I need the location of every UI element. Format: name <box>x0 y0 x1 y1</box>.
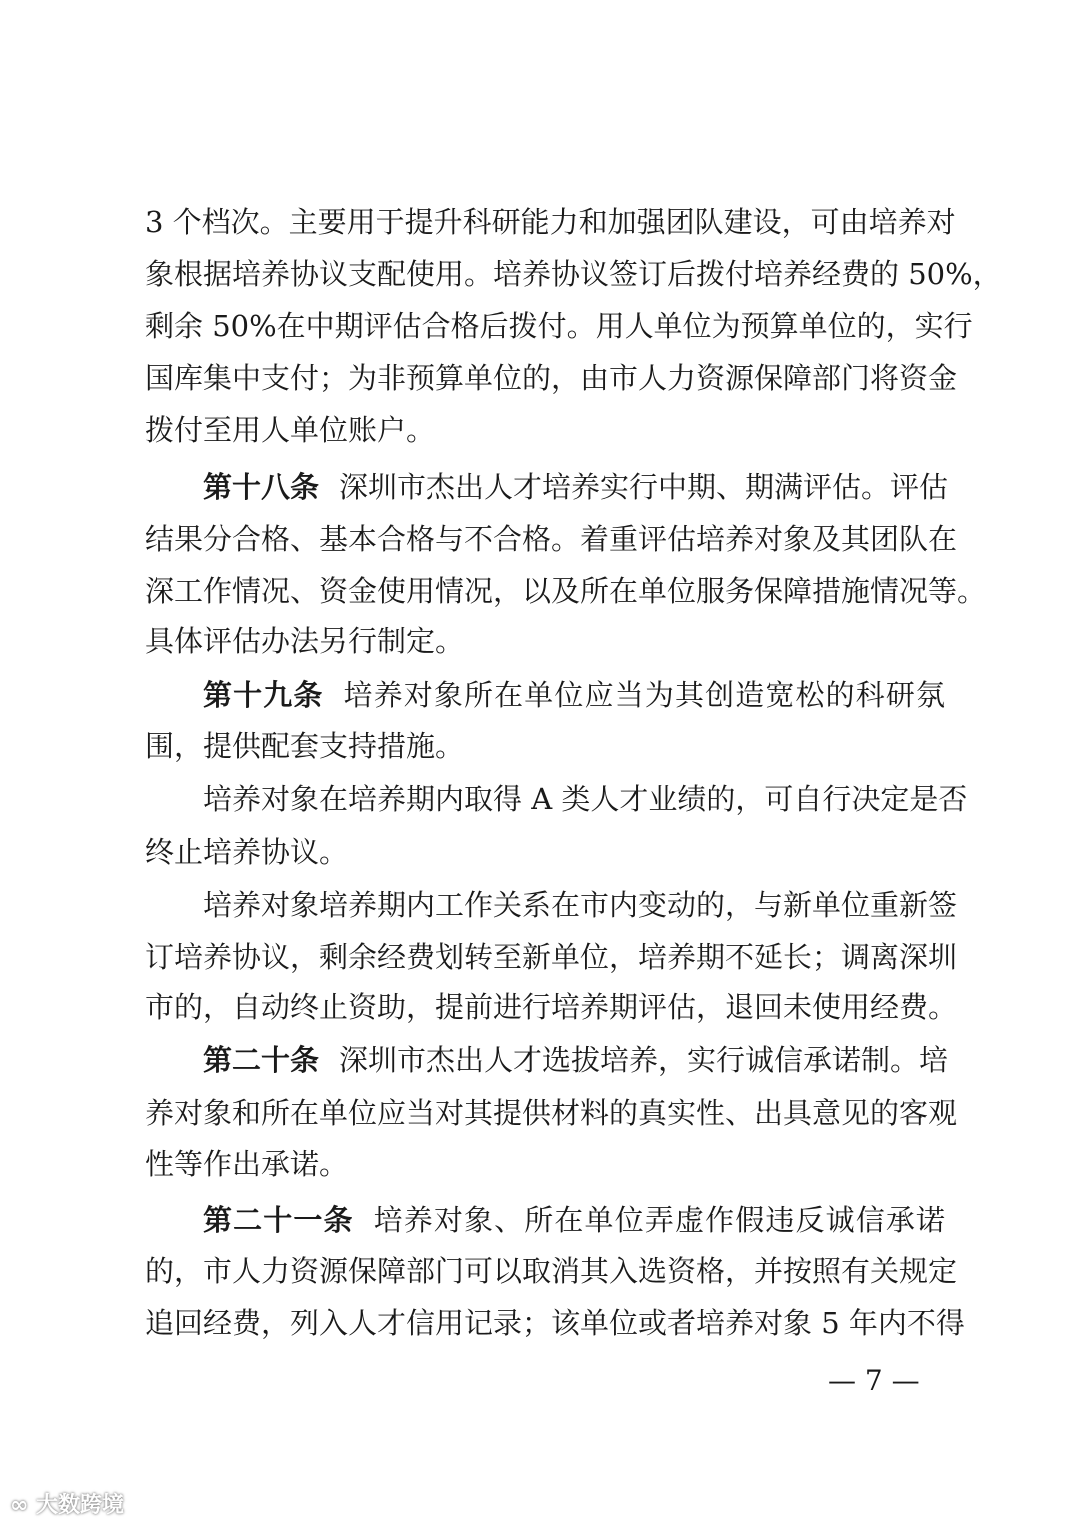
text-line: 的，市人力资源保障部门可以取消其入选资格，并按照有关规定 <box>145 1254 958 1288</box>
text-span: 培养对象所在单位应当为其创造宽松的科研氛 <box>343 678 945 712</box>
article-heading: 第十九条 <box>203 678 324 712</box>
text-line: 拨付至用人单位账户。 <box>145 413 436 447</box>
article-20-line <box>203 1040 949 1080</box>
text-line: 终止培养协议。 <box>145 835 349 869</box>
text-line: 结果分合格、基本合格与不合格。着重评估培养对象及其团队在 <box>145 522 958 556</box>
article-19-line <box>203 675 945 715</box>
article-heading: 第二十一条 <box>203 1203 354 1237</box>
watermark-logo <box>10 1488 124 1519</box>
article-21-line <box>203 1200 945 1240</box>
text-line: 深工作情况、资金使用情况，以及所在单位服务保障措施情况等。 <box>145 574 987 608</box>
article-heading: 第二十条 <box>203 1043 320 1077</box>
text-line: 围，提供配套支持措施。 <box>145 729 465 763</box>
text-line: 具体评估办法另行制定。 <box>145 624 465 658</box>
text-line: 培养对象在培养期内取得 A 类人才业绩的，可自行决定是否 <box>203 782 968 816</box>
text-line: 剩余 50%在中期评估合格后拨付。用人单位为预算单位的，实行 <box>145 309 973 343</box>
text-line: 培养对象培养期内工作关系在市内变动的，与新单位重新签 <box>203 888 958 922</box>
text-line: 3 个档次。主要用于提升科研能力和加强团队建设，可由培养对 <box>145 205 956 239</box>
text-line: 性等作出承诺。 <box>145 1147 349 1181</box>
logo-text: 大数跨境 <box>36 1493 125 1518</box>
text-line: 订培养协议，剩余经费划转至新单位，培养期不延长；调离深圳 <box>145 940 958 974</box>
text-line: 象根据培养协议支配使用。培养协议签订后拨付培养经费的 50%， <box>145 257 1002 291</box>
text-span: 深圳市杰出人才选拔培养，实行诚信承诺制。培 <box>339 1043 949 1077</box>
text-line: 国库集中支付；为非预算单位的，由市人力资源保障部门将资金 <box>145 361 958 395</box>
article-18-line <box>203 467 949 507</box>
text-span: 深圳市杰出人才培养实行中期、期满评估。评估 <box>339 470 949 504</box>
article-heading: 第十八条 <box>203 470 320 504</box>
text-line: 追回经费，列入人才信用记录；该单位或者培养对象 5 年内不得 <box>145 1306 965 1340</box>
text-span: 培养对象、所在单位弄虚作假违反诚信承诺 <box>373 1203 945 1237</box>
logo-icon: ∞ <box>10 1493 36 1518</box>
page-number: — 7 — <box>828 1364 920 1397</box>
text-line: 市的，自动终止资助，提前进行培养期评估，退回未使用经费。 <box>145 990 958 1024</box>
text-line: 养对象和所在单位应当对其提供材料的真实性、出具意见的客观 <box>145 1096 958 1130</box>
